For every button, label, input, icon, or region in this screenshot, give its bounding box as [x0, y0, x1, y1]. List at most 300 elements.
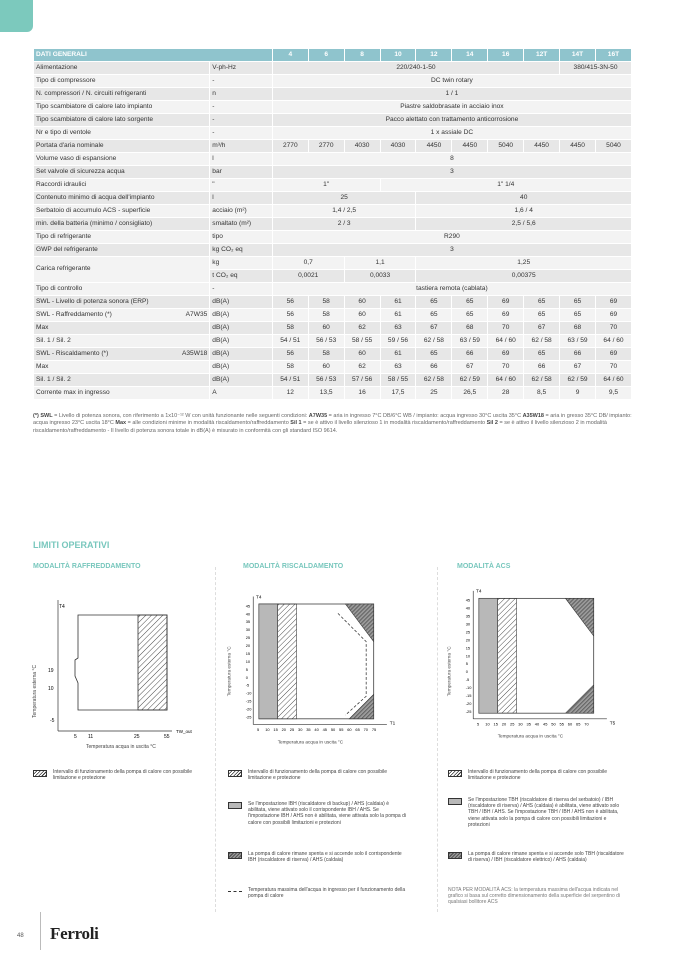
tick: 19	[48, 668, 54, 674]
spec-row	[34, 101, 632, 114]
row-unit: A	[210, 387, 273, 400]
row-value: 2770	[308, 140, 344, 153]
row-value: Pacco alettato con trattamento anticorrosione	[272, 114, 631, 127]
spec-row	[34, 257, 632, 270]
row-value: 67	[452, 361, 488, 374]
row-value: 69	[488, 296, 524, 309]
tick: 35	[526, 721, 531, 727]
row-value: 2,5 / 5,6	[416, 218, 632, 231]
tick: 70	[584, 721, 589, 727]
tick: -15	[465, 692, 472, 698]
row-unit: kg	[210, 257, 273, 270]
row-value: 64 / 60	[488, 335, 524, 348]
tick: 30	[245, 627, 251, 633]
legend-item: Temperatura massima dell'acqua in ingresso per il funzionamento della pompa di calore	[228, 887, 408, 899]
tick: 25	[245, 635, 251, 641]
grey-swatch	[228, 802, 242, 809]
spec-row	[34, 62, 632, 75]
header-label: DATI GENERALI	[34, 49, 273, 62]
row-value: 66	[452, 348, 488, 361]
tick: -5	[245, 682, 250, 688]
row-unit: l	[210, 192, 273, 205]
row-value: 4450	[416, 140, 452, 153]
model-col: 14T	[560, 49, 596, 62]
tick: 15	[273, 727, 278, 733]
row-value: 65	[560, 296, 596, 309]
tick: 55	[339, 727, 344, 733]
dashed-line-swatch	[228, 891, 242, 892]
row-unit: -	[210, 127, 273, 140]
divider	[215, 567, 216, 912]
dhw-note: NOTA PER MODALITÀ ACS: la temperatura massima dell'acqua indicata nel grafico si basa sul corretto dimensionamento della superficie del serpentino di qualsiasi bollitore ACS	[448, 887, 621, 906]
model-col: 4	[272, 49, 308, 62]
row-value: tastiera remota (cablata)	[272, 283, 631, 296]
tick: -15	[245, 698, 252, 704]
row-value: 1 x assiale DC	[272, 127, 631, 140]
model-col: 6	[308, 49, 344, 62]
row-unit: acciaio (m²)	[210, 205, 273, 218]
row-label: Tipo di controllo	[34, 283, 210, 296]
row-unit: kg CO₂ eq	[210, 244, 273, 257]
row-value: 70	[595, 322, 631, 335]
hatch-swatch	[448, 770, 462, 777]
row-value: 1,25	[416, 257, 632, 270]
row-value: 67	[524, 322, 560, 335]
row-value: 5040	[488, 140, 524, 153]
row-value: 4450	[452, 140, 488, 153]
row-value: 9	[560, 387, 596, 400]
row-value: 61	[380, 296, 416, 309]
tick: 60	[567, 721, 573, 727]
row-value: 59 / 56	[380, 335, 416, 348]
row-value: 16	[344, 387, 380, 400]
row-unit: dB(A)	[210, 296, 273, 309]
row-value: 58	[308, 309, 344, 322]
row-value: 60	[308, 361, 344, 374]
spec-row	[34, 283, 632, 296]
row-value: 58	[272, 322, 308, 335]
tick: -10	[465, 685, 472, 691]
row-value: 57 / 56	[344, 374, 380, 387]
tick: 0	[465, 669, 468, 675]
spec-row	[34, 361, 632, 374]
row-value: 65	[416, 296, 452, 309]
row-value: 65	[524, 296, 560, 309]
row-value: 58	[272, 361, 308, 374]
row-label: GWP del refrigerante	[34, 244, 210, 257]
ferroli-logo: Ferroli	[50, 924, 99, 943]
tick: -20	[245, 706, 252, 712]
grey-swatch	[448, 798, 462, 805]
tick: 60	[347, 727, 352, 733]
row-value: 1 / 1	[272, 88, 631, 101]
row-label: Sil. 1 / Sil. 2	[34, 335, 210, 348]
dhw-title: MODALITÀ ACS	[457, 563, 511, 570]
tick: 25	[134, 734, 140, 740]
tick: -10	[245, 690, 252, 696]
row-value: 3	[272, 244, 631, 257]
tick: 11	[88, 734, 94, 740]
dhw-chart	[445, 578, 616, 758]
row-value: 1" 1/4	[380, 179, 631, 192]
legend-item: La pompa di calore rimane spenta e si accende solo il corrispondente IBH (riscaldatore di riserva) / AHS (caldaia)	[228, 851, 408, 863]
tick: 40	[534, 721, 540, 727]
tick: 25	[289, 727, 295, 733]
spec-row	[34, 192, 632, 205]
tick: -20	[465, 700, 472, 706]
tick: 55	[164, 734, 170, 740]
row-value: 2770	[272, 140, 308, 153]
row-value: 70	[488, 361, 524, 374]
row-value: 8	[272, 153, 631, 166]
row-value: 68	[452, 322, 488, 335]
row-value: 65	[452, 296, 488, 309]
row-value: 4450	[524, 140, 560, 153]
tick: 5	[245, 666, 248, 672]
dark-swatch	[448, 852, 462, 859]
row-unit: n	[210, 88, 273, 101]
row-unit: dB(A)	[210, 374, 273, 387]
row-label: Max	[34, 322, 210, 335]
spec-row	[34, 153, 632, 166]
tick: 5	[477, 721, 480, 727]
t4-label: T4	[256, 594, 262, 600]
row-unit: m³/h	[210, 140, 273, 153]
spec-row	[34, 374, 632, 387]
row-label: Contenuto minimo di acqua dell'impianto	[34, 192, 210, 205]
row-label: Volume vaso di espansione	[34, 153, 210, 166]
row-value: 54 / 51	[272, 335, 308, 348]
corner-tab	[0, 0, 33, 32]
row-value: 56	[272, 348, 308, 361]
row-value: 28	[488, 387, 524, 400]
cooling-chart	[30, 578, 190, 758]
row-value: 8,5	[524, 387, 560, 400]
logo-divider	[40, 912, 41, 950]
row-label: Tipo scambiatore di calore lato impianto	[34, 101, 210, 114]
spec-table	[33, 48, 632, 400]
legend-item: Se l'impostazione IBH (riscaldatore di backup) / AHS (caldaia) è abilitata, viene attivato solo il corrispondente IBH / AHS. Se l'impostazione IBH / AHS non è abilitata, viene attivata solo la pompa di calore con possibili limitazioni e protezioni	[228, 801, 408, 826]
tick: 45	[465, 597, 471, 603]
row-value: 69	[595, 296, 631, 309]
model-col: 12	[416, 49, 452, 62]
row-value: 58	[308, 348, 344, 361]
tick: 15	[245, 650, 251, 656]
row-value: 54 / 51	[272, 374, 308, 387]
row-unit: smaltato (m²)	[210, 218, 273, 231]
tick: 40	[465, 605, 471, 611]
t1-label: T1	[389, 720, 396, 726]
row-value: 70	[488, 322, 524, 335]
legend-item: Se l'impostazione TBH (riscaldatore di riserva del serbatoio) / IBH (riscaldatore di riserva) / AHS (caldaia) è abilitata, viene attivato solo TBH / IBH / AHS. Se l'impostazione TBH / IBH / AHS non è abilitata, viene attivata solo la pompa di calore con possibili limitazioni e protezioni	[448, 797, 628, 828]
row-value: 60	[344, 296, 380, 309]
row-value: 25	[272, 192, 416, 205]
row-value: 66	[416, 361, 452, 374]
row-label: Alimentazione	[34, 62, 210, 75]
row-value: 17,5	[380, 387, 416, 400]
tick: 30	[518, 721, 523, 727]
row-label: Nr e tipo di ventole	[34, 127, 210, 140]
row-unit: -	[210, 114, 273, 127]
row-value: R290	[272, 231, 631, 244]
spec-row	[34, 296, 632, 309]
tick: 55	[559, 721, 564, 727]
hatch-swatch	[228, 770, 242, 777]
heating-chart	[225, 578, 396, 758]
t5-label: T5	[609, 720, 616, 726]
row-unit: dB(A)	[210, 361, 273, 374]
spec-row	[34, 348, 632, 361]
row-value: 63 / 59	[560, 335, 596, 348]
tick: 70	[363, 727, 369, 733]
tick: 0	[245, 674, 248, 680]
row-value: 61	[380, 348, 416, 361]
row-value: 0,00375	[416, 270, 632, 283]
tick: 25	[510, 721, 515, 727]
row-value: 60	[344, 309, 380, 322]
legend-item: Intervallo di funzionamento della pompa di calore con possibile limitazione e protezione	[33, 769, 213, 781]
row-label: Corrente max in ingresso	[34, 387, 210, 400]
spec-row	[34, 75, 632, 88]
model-col: 16	[488, 49, 524, 62]
tick: 35	[465, 613, 471, 619]
tick: 15	[493, 721, 498, 727]
row-value: 70	[595, 361, 631, 374]
model-col: 12T	[524, 49, 560, 62]
row-unit: bar	[210, 166, 273, 179]
tick: 10	[485, 721, 490, 727]
row-value: 60	[308, 322, 344, 335]
x-axis-label: Temperatura acqua in uscita °C	[277, 739, 344, 745]
row-label: Serbatoio di accumulo ACS - superficie	[34, 205, 210, 218]
row-value: 67	[416, 322, 452, 335]
spec-row	[34, 387, 632, 400]
row-value: 1"	[272, 179, 380, 192]
row-value: 1,1	[344, 257, 416, 270]
row-value: 56	[272, 296, 308, 309]
tick: 45	[543, 721, 548, 727]
row-value: 0,0021	[272, 270, 344, 283]
row-value: 69	[595, 348, 631, 361]
tick: -5	[50, 718, 55, 724]
spec-row	[34, 88, 632, 101]
row-value: 26,5	[452, 387, 488, 400]
tick: 10	[245, 658, 251, 664]
row-label: Set valvole di sicurezza acqua	[34, 166, 210, 179]
row-label: Tipo di compressore	[34, 75, 210, 88]
row-value: 65	[524, 309, 560, 322]
row-value: 60	[344, 348, 380, 361]
row-value: 64 / 60	[595, 374, 631, 387]
tick: 20	[245, 643, 251, 649]
row-value: 65	[416, 348, 452, 361]
row-value: 25	[416, 387, 452, 400]
tick: 35	[245, 619, 251, 625]
row-value: 56 / 53	[308, 374, 344, 387]
row-value: 61	[380, 309, 416, 322]
row-value: 64 / 60	[595, 335, 631, 348]
row-value: 62 / 58	[524, 335, 560, 348]
row-value: 68	[560, 322, 596, 335]
x-axis-label: Temperatura acqua in uscita °C	[86, 744, 156, 750]
tick: -25	[465, 708, 472, 714]
spec-row	[34, 205, 632, 218]
row-label: SWL - Livello di potenza sonora (ERP)	[34, 296, 210, 309]
spec-row	[34, 231, 632, 244]
tick: 5	[257, 727, 260, 733]
row-value: 69	[488, 309, 524, 322]
limits-title: LIMITI OPERATIVI	[33, 540, 110, 550]
row-value: 1,4 / 2,5	[272, 205, 416, 218]
row-value: 62 / 59	[452, 374, 488, 387]
x-axis-label: Temperatura acqua in uscita °C	[497, 733, 564, 739]
model-col: 8	[344, 49, 380, 62]
row-value: 380/415-3N-50	[560, 62, 632, 75]
hatch-swatch	[33, 770, 47, 777]
row-label: SWL - Raffreddamento (*) A7W35	[34, 309, 210, 322]
tick: 40	[245, 611, 251, 617]
heating-title: MODALITÀ RISCALDAMENTO	[243, 563, 344, 570]
row-value: 58 / 55	[380, 374, 416, 387]
tick: 65	[355, 727, 360, 733]
tick: 20	[281, 727, 286, 733]
row-value: 9,5	[595, 387, 631, 400]
divider	[437, 567, 438, 912]
spec-row	[34, 244, 632, 257]
tick: 50	[551, 721, 556, 727]
row-label: N. compressori / N. circuiti refrigeranti	[34, 88, 210, 101]
row-value: 4450	[560, 140, 596, 153]
tick: 45	[245, 603, 251, 609]
row-value: 0,0033	[344, 270, 416, 283]
row-value: 3	[272, 166, 631, 179]
y-axis-label: Temperatura esterna °C	[446, 646, 452, 697]
row-unit: tipo	[210, 231, 273, 244]
row-unit: dB(A)	[210, 348, 273, 361]
spec-row	[34, 114, 632, 127]
row-value: 64 / 60	[488, 374, 524, 387]
row-value: 4030	[380, 140, 416, 153]
spec-row	[34, 309, 632, 322]
spec-header-row	[34, 49, 632, 62]
tick: 15	[465, 645, 471, 651]
row-value: 58	[308, 296, 344, 309]
tick: 40	[314, 727, 319, 733]
spec-row	[34, 218, 632, 231]
row-value: 63 / 59	[452, 335, 488, 348]
spec-row	[34, 127, 632, 140]
row-value: 56 / 53	[308, 335, 344, 348]
tick: 75	[371, 727, 377, 733]
row-label: Max	[34, 361, 210, 374]
row-label: Tipo scambiatore di calore lato sorgente	[34, 114, 210, 127]
tick: 30	[465, 621, 471, 627]
tick: 45	[322, 727, 328, 733]
model-col: 16T	[595, 49, 631, 62]
y-axis-label: Temperatura esterna °C	[226, 646, 232, 697]
legend-item: Intervallo di funzionamento della pompa di calore con possibile limitazione e protezione	[228, 769, 408, 781]
row-value: 66	[524, 361, 560, 374]
tick: 35	[306, 727, 311, 733]
tick: 50	[330, 727, 336, 733]
spec-row	[34, 179, 632, 192]
tick: 10	[265, 727, 270, 733]
row-label: Tipo di refrigerante	[34, 231, 210, 244]
tick: 65	[576, 721, 581, 727]
row-label: SWL - Riscaldamento (*) A35W18	[34, 348, 210, 361]
cooling-title: MODALITÀ RAFFREDDAMENTO	[33, 563, 141, 570]
row-value: 69	[488, 348, 524, 361]
row-value: 62 / 58	[416, 374, 452, 387]
row-unit: dB(A)	[210, 322, 273, 335]
t4-label: T4	[476, 588, 482, 594]
row-label: Portata d'aria nominale	[34, 140, 210, 153]
row-unit: V-ph-Hz	[210, 62, 273, 75]
row-value: 0,7	[272, 257, 344, 270]
tick: 30	[298, 727, 303, 733]
spec-row	[34, 335, 632, 348]
spec-row	[34, 140, 632, 153]
tick: 25	[465, 629, 471, 635]
row-label: Sil. 1 / Sil. 2	[34, 374, 210, 387]
row-value: 65	[524, 348, 560, 361]
spec-row	[34, 322, 632, 335]
row-label: min. della batteria (minimo / consigliato)	[34, 218, 210, 231]
row-value: 5040	[595, 140, 631, 153]
row-value: 62 / 58	[416, 335, 452, 348]
row-value: Piastre saldobrasate in acciaio inox	[272, 101, 631, 114]
row-value: 69	[595, 309, 631, 322]
row-unit: l	[210, 153, 273, 166]
row-value: 12	[272, 387, 308, 400]
tick: 20	[501, 721, 507, 727]
row-value: 67	[560, 361, 596, 374]
row-unit: t CO₂ eq	[210, 270, 273, 283]
row-value: 65	[452, 309, 488, 322]
row-unit: dB(A)	[210, 335, 273, 348]
row-unit: "	[210, 179, 273, 192]
row-value: 220/240-1-50	[272, 62, 559, 75]
dark-swatch	[228, 852, 242, 859]
row-unit: -	[210, 283, 273, 296]
row-value: 63	[380, 322, 416, 335]
t4-label: T4	[59, 604, 65, 610]
row-unit: dB(A)	[210, 309, 273, 322]
row-label: Raccordi idraulici	[34, 179, 210, 192]
footnote: (*) SWL = Livello di potenza sonora, con riferimento a 1x10⁻¹² W con unità funzionante nelle seguenti condizioni: A7W35 = aria in ingresso 7°C DB/6°C WB / impianto: acqua ingresso 30°C uscita 35°C A35W18 = aria in gresso 35°C DB/ impianto: acqua ingresso 23°C uscita 18°C Max = alle condizioni minime in modalità riscaldamento/raffreddamento Sil 1 = se è attivo il livello silenzioso 1 in modalità riscaldamento/raffreddamento Sil 2 = se è attivo il livello silenzioso 2 in modalità riscaldamento/raffreddamento - Il livello di potenza sonora totale in dB(A) è misurato in conformità con gli standard ISO 9614.	[33, 413, 632, 434]
row-value: 4030	[344, 140, 380, 153]
row-value: 1,6 / 4	[416, 205, 632, 218]
row-value: 62 / 58	[524, 374, 560, 387]
row-value: 65	[416, 309, 452, 322]
tw-label: TW_out	[176, 729, 192, 734]
row-value: 63	[380, 361, 416, 374]
page-number: 48	[17, 933, 24, 939]
legend-item: Intervallo di funzionamento della pompa di calore con possibile limitazione e protezione	[448, 769, 628, 781]
row-value: 62 / 59	[560, 374, 596, 387]
tick: 20	[465, 637, 471, 643]
tick: 5	[465, 661, 468, 667]
model-col: 14	[452, 49, 488, 62]
row-unit: -	[210, 75, 273, 88]
row-value: 62	[344, 322, 380, 335]
row-unit: -	[210, 101, 273, 114]
legend-item: La pompa di calore rimane spenta e si accende solo TBH (riscaldatore di riserva) / IBH (riscaldatore elettrico) / AHS (caldaia)	[448, 851, 628, 863]
y-axis-label: Temperatura esterna °C	[32, 664, 38, 718]
row-label: Carica refrigerante	[34, 257, 210, 283]
row-value: DC twin rotary	[272, 75, 631, 88]
tick: -25	[245, 714, 252, 720]
